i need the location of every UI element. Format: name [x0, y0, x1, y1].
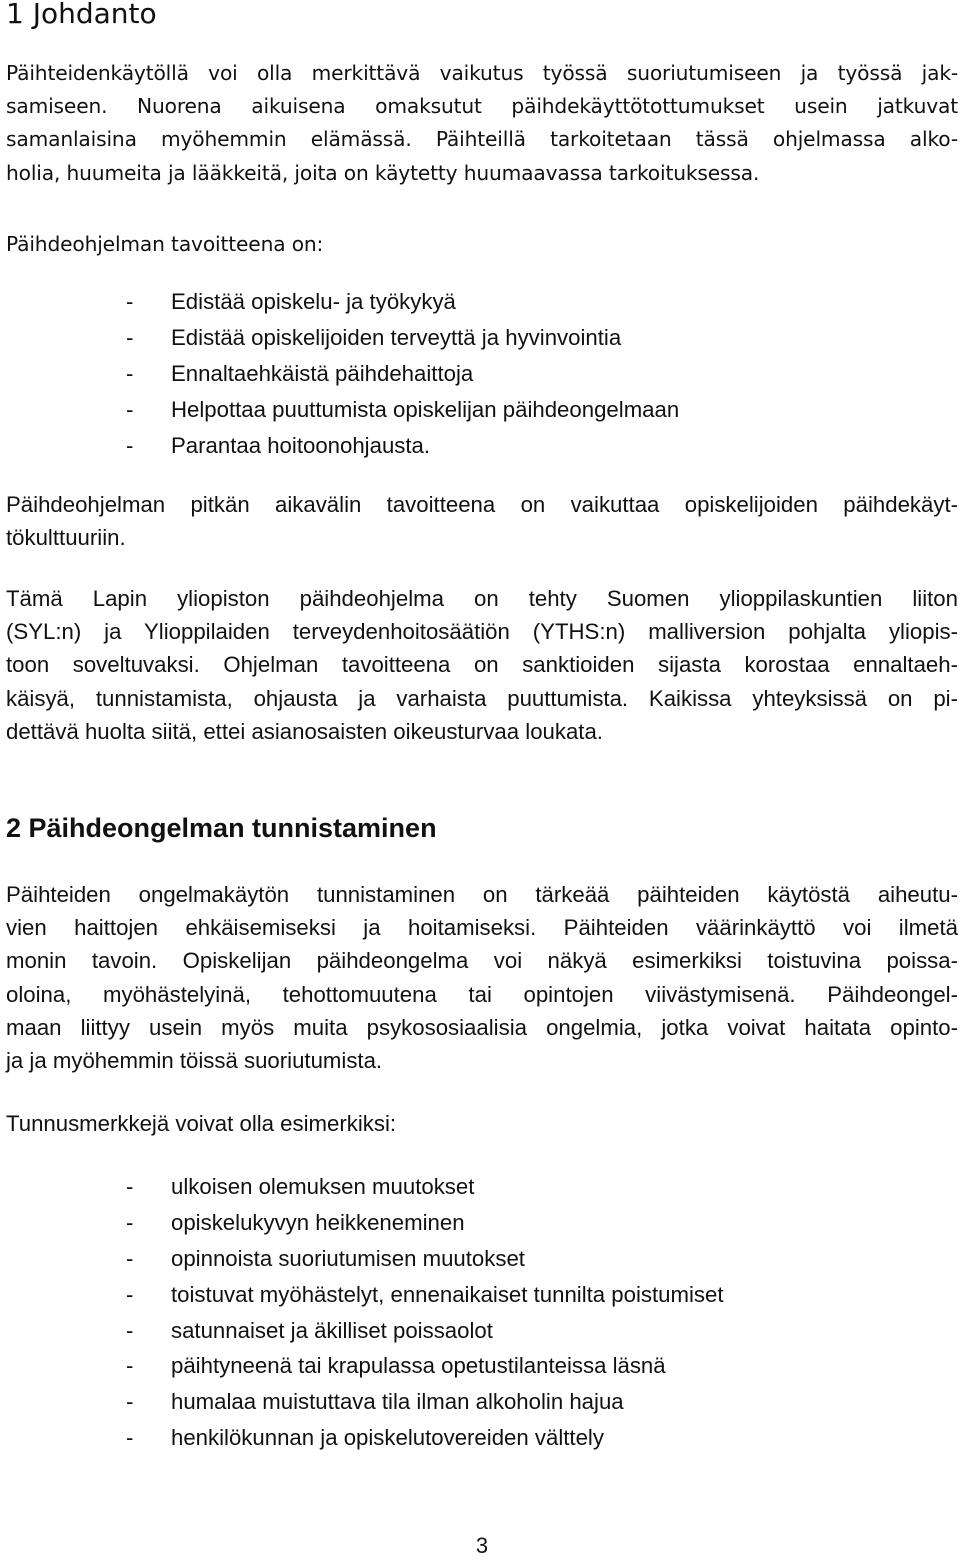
goals-intro: Päihdeohjelman tavoitteena on:: [6, 232, 324, 256]
list-dash: -: [126, 1174, 134, 1199]
intro-line: samiseen. Nuorena aikuisena omaksutut päihdekäyttötottumukset usein jatkuvat: [6, 94, 958, 119]
paragraph-line: oloina, myöhästelyinä, tehottomuutena tai opintojen viivästymisenä. Päihdeongel-: [6, 981, 958, 1007]
paragraph-line: Päihdeohjelman pitkän aikavälin tavoitteena on vaikuttaa opiskelijoiden päihdekäyt-: [6, 492, 958, 517]
recognition-paragraph: [6, 878, 958, 1077]
paragraph-line: ja ja myöhemmin töissä suoriutumista.: [6, 1048, 383, 1074]
signs-intro: Tunnusmerkkejä voivat olla esimerkiksi:: [6, 1111, 397, 1136]
document-page: 1 Johdanto Päihteidenkäytöllä voi olla merkittävä vaikutus työssä suoriutumiseen ja työssä jak- samiseen. Nuorena aikuisena omaksutut päihdekäyttötottumukset usein jatkuvat samanlaisina myöhemmin elämässä. Päihteillä tarkoitetaan tässä ohjelmassa alko- holia, huumeita ja lääkkeitä, joita on käytetty huumaavassa tarkoituksessa. Päihdeohjelman tavoitteena on: - Edistää opiskelu- ja työkykyä - Edistää opiskelijoiden terveyttä ja hyvinvointia - Ennaltaehkäistä päihdehaittoja - Helpottaa puuttumista opiskelijan päihdeongelmaan - Parantaa hoitoonohjausta. Päihdeohjelman pitkän aikavälin tavoitteena on vaikuttaa opiskelijoiden päihdekäyt- tökulttuuriin. Tämä Lapin yliopiston päihdeohjelma on tehty Suomen ylioppilaskuntien liiton (SYL:n) ja Ylioppilaiden terveydenhoitosäätiön (YTHS:n) malliversion pohjalta yliopis- toon soveltuvaksi. Ohjelman tavoitteena on sanktioiden sijasta korostaa ennaltaeh- käisyä, tunnistamista, ohjausta ja varhaista puuttumista. Kaikissa yhteyksissä on pi- dettävä huolta siitä, ettei asianosaisten oikeusturvaa loukata. 2 Päihdeongelman tunnistaminen Päihteiden ongelmakäytön tunnistaminen on tärkeää päihteiden käytöstä aiheutu- vien haittojen ehkäisemiseksi ja hoitamiseksi. Päihteiden väärinkäyttö voi ilmetä monin tavoin. Opiskelijan päihdeongelma voi näkyä esimerkiksi toistuvina poissa- oloina, myöhästelyinä, tehottomuutena tai opintojen viivästymisenä. Päihdeongel- maan liittyy usein myös muita psykososiaalisia ongelmia, jotka voivat haitata opinto- ja ja myöhemmin töissä suoriutumista. Tunnusmerkkejä voivat olla esimerkiksi: - ulkoisen olemuksen muutokset - opiskelukyvyn heikkeneminen - opinnoista suoriutumisen muutokset - toistuvat myöhästelyt, ennenaikaiset tunnilta poistumiset - satunnaiset ja äkilliset poissaolot - päihtyneenä tai krapulassa opetustilanteissa läsnä - humalaa muistuttava tila ilman alkoholin hajua - henkilökunnan ja opiskelutovereiden välttely 3: [6, 0, 958, 1562]
list-dash: -: [126, 1353, 134, 1379]
list-dash: -: [126, 432, 134, 458]
paragraph-line: (SYL:n) ja Ylioppilaiden terveydenhoitosäätiön (YTHS:n) malliversion pohjalta yliopis-: [6, 619, 958, 645]
paragraph-line: Tämä Lapin yliopiston päihdeohjelma on tehty Suomen ylioppilaskuntien liiton: [6, 586, 958, 611]
intro-line: Päihteidenkäytöllä voi olla merkittävä vaikutus työssä suoriutumiseen ja työssä jak-: [6, 61, 958, 85]
paragraph-line: maan liittyy usein myös muita psykososiaalisia ongelmia, jotka voivat haitata opinto-: [6, 1014, 958, 1040]
intro-line: holia, huumeita ja lääkkeitä, joita on käytetty huumaavassa tarkoituksessa.: [6, 160, 760, 185]
paragraph-line: käisyä, tunnistamista, ohjausta ja varhaista puuttumista. Kaikissa yhteyksissä on pi-: [6, 685, 958, 711]
paragraph-line: Päihteiden ongelmakäytön tunnistaminen on tärkeää päihteiden käytöstä aiheutu-: [6, 882, 958, 907]
paragraph-line: dettävä huolta siitä, ettei asianosaisten oikeusturvaa loukata.: [6, 718, 603, 744]
list-dash: -: [126, 1389, 134, 1415]
section-2-heading: 2 Päihdeongelman tunnistaminen: [6, 813, 437, 843]
paragraph-line: vien haittojen ehkäisemiseksi ja hoitamiseksi. Päihteiden väärinkäyttö voi ilmetä: [6, 915, 958, 941]
section-1-heading: 1 Johdanto: [6, 0, 157, 30]
paragraph-line: tökulttuuriin.: [6, 525, 126, 551]
intro-paragraph: [6, 57, 958, 190]
list-dash: -: [126, 1317, 134, 1343]
background-paragraph: [6, 582, 958, 748]
list-dash: -: [126, 1281, 134, 1307]
list-dash: -: [126, 360, 134, 386]
list-dash: -: [126, 396, 134, 422]
list-dash: -: [126, 1425, 134, 1451]
intro-line: samanlaisina myöhemmin elämässä. Päihteillä tarkoitetaan tässä ohjelmassa alko-: [6, 127, 958, 152]
list-dash: -: [126, 324, 134, 350]
paragraph-line: toon soveltuvaksi. Ohjelman tavoitteena on sanktioiden sijasta korostaa ennaltaeh-: [6, 652, 958, 678]
page-number: 3: [475, 1533, 489, 1558]
long-term-paragraph: [6, 488, 958, 554]
list-dash: -: [126, 1245, 134, 1271]
list-dash: -: [126, 1209, 134, 1235]
paragraph-line: monin tavoin. Opiskelijan päihdeongelma voi näkyä esimerkiksi toistuvina poissa-: [6, 948, 958, 974]
list-dash: -: [126, 289, 134, 314]
